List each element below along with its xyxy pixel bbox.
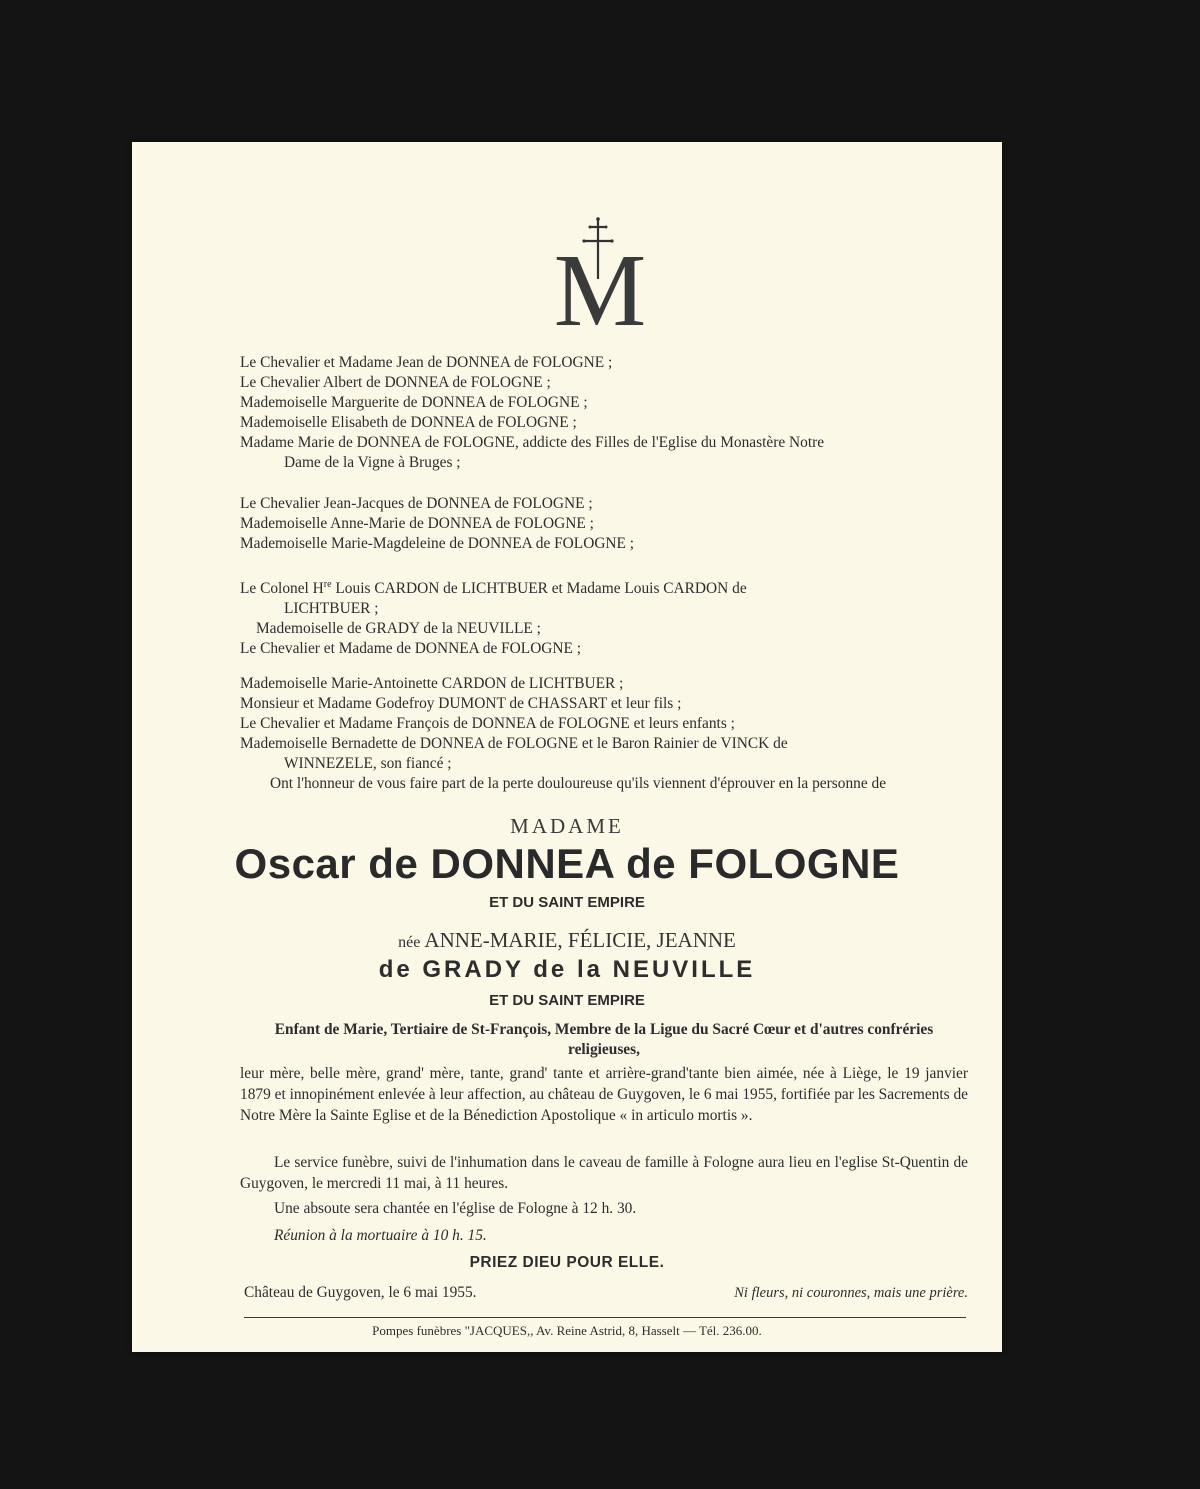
family-line: Madame Marie de DONNEA de FOLOGNE, addicte des Filles de l'Eglise du Monastère Notre <box>240 434 825 451</box>
family-line-continued: WINNEZELE, son fiancé ; <box>284 755 452 772</box>
absolution-text: Une absoute sera chantée en l'église de Fologne à 12 h. 30. <box>274 1200 637 1217</box>
empire-title-1: ET DU SAINT EMPIRE <box>489 894 645 911</box>
family-line: Le Chevalier et Madame Jean de DONNEA de FOLOGNE ; <box>240 354 613 371</box>
funeral-service-text: Le service funèbre, suivi de l'inhumation dans le caveau de famille à Fologne aura lieu en l'eglise St-Quentin de Guygoven, le mercredi 11 mai, à 11 heures. <box>240 1154 968 1192</box>
funeral-home-footer: Pompes funèbres "JACQUES,, Av. Reine Astrid, 8, Hasselt — Tél. 236.00. <box>372 1323 762 1338</box>
family-line-continued: Dame de la Vigne à Bruges ; <box>284 454 461 471</box>
family-line: Mademoiselle Bernadette de DONNEA de FOLOGNE et le Baron Rainier de VINCK de <box>240 735 788 752</box>
prayer-request: PRIEZ DIEU POUR ELLE. <box>469 1254 665 1271</box>
family-line: Mademoiselle Marie-Magdeleine de DONNEA de FOLOGNE ; <box>240 535 635 552</box>
family-line: Mademoiselle de GRADY de la NEUVILLE ; <box>256 620 541 638</box>
family-line-continued: LICHTBUER ; <box>284 600 379 618</box>
family-line: Le Chevalier et Madame François de DONNEA de FOLOGNE et leurs enfants ; <box>240 715 735 732</box>
family-line: Mademoiselle Anne-Marie de DONNEA de FOLOGNE ; <box>240 515 594 532</box>
gathering-text: Réunion à la mortuaire à 10 h. 15. <box>274 1227 487 1244</box>
svg-text:M: M <box>553 233 647 329</box>
empire-title-2: ET DU SAINT EMPIRE <box>489 992 645 1009</box>
family-block-3 <box>240 575 968 659</box>
maiden-name: de GRADY de la NEUVILLE <box>378 956 756 983</box>
family-line: Le Chevalier Jean-Jacques de DONNEA de FOLOGNE ; <box>240 495 593 512</box>
family-line: Le Colonel $H^{re}$ Louis CARDON de LICHTBUER et Madame Louis CARDON de <box>240 579 747 598</box>
monogram-cross-icon <box>540 217 660 329</box>
family-line: Mademoiselle Elisabeth de DONNEA de FOLOGNE ; <box>240 414 577 431</box>
no-flowers-note: Ni fleurs, ni couronnes, mais une prière. <box>734 1285 968 1301</box>
family-block-4 <box>240 674 968 794</box>
family-line: Monsieur et Madame Godefroy DUMONT de CHASSART et leur fils ; <box>240 695 682 712</box>
deceased-name: Oscar de DONNEA de FOLOGNE <box>234 840 900 887</box>
biography-text: leur mère, belle mère, grand' mère, tante, grand' tante et arrière-grand'tante bien aimée, née à Liège, le 19 janvier 1879 et innopinément enlevée à leur affection, au château de Guygoven, le 6 mai 1955, fortifiée par les Sacrements de Notre Mère la Sainte Eglise et de la Bénediction Apostolique « in articulo mortis ». <box>240 1065 968 1124</box>
religious-titles: Enfant de Marie, Tertiaire de St-François, Membre de la Ligue du Sacré Cœur et d'autres confréries religieuses, <box>274 1021 934 1058</box>
family-block-1 <box>240 353 968 473</box>
family-line: Mademoiselle Marie-Antoinette CARDON de LICHTBUER ; <box>240 675 624 692</box>
family-block-2 <box>240 494 968 554</box>
deceased-title: MADAME <box>510 814 624 838</box>
death-notice-card <box>132 142 1002 1352</box>
divider-line <box>244 1317 966 1318</box>
announcement-text: Ont l'honneur de vous faire part de la perte douloureuse qu'ils viennent d'éprouver en la personne de <box>270 775 887 792</box>
family-line: Mademoiselle Marguerite de DONNEA de FOLOGNE ; <box>240 394 588 411</box>
family-line: Le Chevalier et Madame de DONNEA de FOLOGNE ; <box>240 640 582 658</box>
family-line: Le Chevalier Albert de DONNEA de FOLOGNE ; <box>240 374 551 391</box>
birth-name: née ANNE-MARIE, FÉLICIE, JEANNE <box>398 928 736 952</box>
place-date: Château de Guygoven, le 6 mai 1955. <box>244 1284 477 1301</box>
